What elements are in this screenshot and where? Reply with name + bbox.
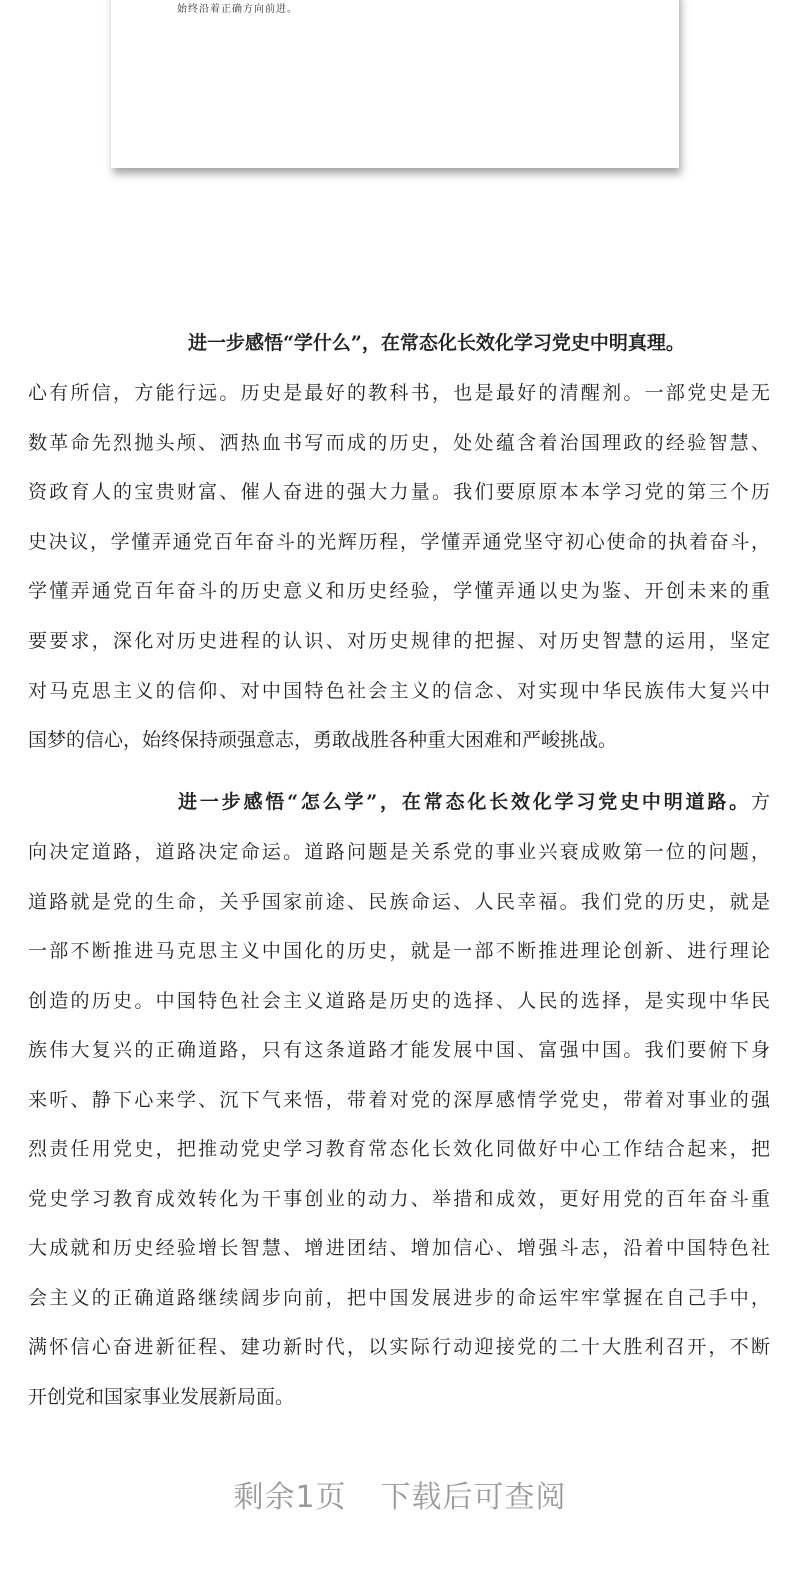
body-line: 国梦的信心，始终保持顽强意志，勇敢战胜各种重大困难和严峻挑战。: [28, 729, 618, 752]
body-line: 学懂弄通党百年奋斗的历史意义和历史经验，学懂弄通以史为鉴、开创未来的重: [28, 580, 770, 603]
section2-heading-tail: 方: [750, 791, 770, 813]
body-line: 创造的历史。中国特色社会主义道路是历史的选择、人民的选择，是实现中华民: [28, 989, 770, 1012]
body-line: 一部不断推进马克思主义中国化的历史，就是一部不断推进理论创新、进行理论: [28, 940, 770, 962]
body-line: 史决议，学懂弄通党百年奋斗的光辉历程，学懂弄通党坚守初心使命的执着奋斗，: [28, 530, 770, 553]
body-line: 向决定道路，道路决定命运。道路问题是关系党的事业兴衰成败第一位的问题，: [28, 841, 770, 863]
preview-page-text: 始终沿着正确方向前进。: [177, 4, 298, 15]
body-line: 对马克思主义的信仰、对中国特色社会主义的信念、对实现中华民族伟大复兴中: [28, 679, 770, 702]
body-line: 会主义的正确道路继续阔步向前，把中国发展进步的命运牢牢掌握在自己手中，: [28, 1286, 770, 1309]
body-line: 道路就是党的生命，关乎国家前途、民族命运、人民幸福。我们党的历史，就是: [28, 890, 770, 913]
remaining-pages-label: 剩余1页: [233, 1480, 347, 1515]
section2-heading-line: [178, 790, 770, 814]
body-line: 党史学习教育成效转化为干事创业的动力、举措和成效，更好用党的百年奋斗重: [28, 1187, 770, 1210]
download-prompt[interactable]: [0, 1472, 800, 1516]
body-line: 烈责任用党史，把推动党史学习教育常态化长效化同做好中心工作结合起来，把: [28, 1138, 770, 1160]
body-line: 数革命先烈抛头颅、洒热血书写而成的历史，处处蕴含着治国理政的经验智慧、: [28, 431, 770, 454]
body-line: 开创党和国家事业发展新局面。: [28, 1385, 295, 1408]
section2-heading: 进一步感悟“怎么学”，在常态化长效化学习党史中明道路。: [178, 791, 751, 813]
body-line: 来听、静下心来学、沉下气来悟，带着对党的深厚感情学党史，带着对事业的强: [28, 1088, 770, 1111]
body-line: 心有所信，方能行远。历史是最好的教科书，也是最好的清醒剂。一部党史是无: [28, 382, 770, 404]
body-line: 族伟大复兴的正确道路，只有这条道路才能发展中国、富强中国。我们要俯下身: [28, 1039, 770, 1061]
section1-heading: 进一步感悟“学什么”，在常态化长效化学习党史中明真理。: [188, 332, 685, 354]
body-line: 资政育人的宝贵财富、催人奋进的强大力量。我们要原原本本学习党的第三个历: [28, 481, 770, 504]
body-line: 满怀信心奋进新征程、建功新时代，以实际行动迎接党的二十大胜利召开，不断: [28, 1336, 770, 1358]
download-hint-label: 下载后可查阅: [380, 1480, 567, 1515]
body-line: 大成就和历史经验增长智慧、增进团结、增加信心、增强斗志，沿着中国特色社: [28, 1237, 770, 1259]
preview-page-card: [111, 0, 679, 168]
body-line: 要要求，深化对历史进程的认识、对历史规律的把握、对历史智慧的运用，坚定: [28, 630, 770, 652]
